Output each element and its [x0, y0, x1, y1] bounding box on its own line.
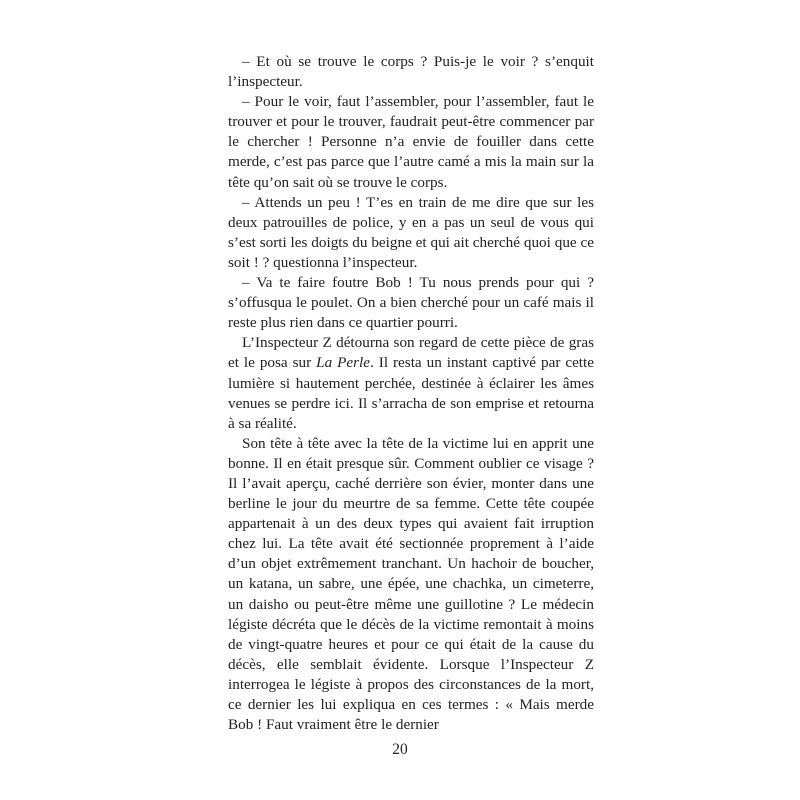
- body-text: [228, 52, 594, 735]
- paragraph-5-before: L’Inspecteur Z détourna son regard de cette pièce de gras et le posa sur: [228, 334, 594, 372]
- paragraph-5: [228, 333, 594, 433]
- paragraph-2: – Pour le voir, faut l’assembler, pour l’assembler, faut le trouver et pour le trouver, faudrait peut-être commencer par le chercher ! Personne n’a envie de fouiller dans cette merde, c’est pas parce que l’autre camé a mis la main sur la tête qu’on sait où se trouve le corps.: [228, 93, 594, 191]
- paragraph-6: Son tête à tête avec la tête de la victime lui en apprit une bonne. Il en était presque sûr. Comment oublier ce visage ? Il l’avait aperçu, caché derrière son évier, monter dans une berline le jour du meurtre de sa femme. Cette tête coupée appartenait à un des deux types qui avaient fait irruption chez lui. La tête avait été sectionnée proprement à l’aide d’un objet extrêmement tranchant. Un hachoir de boucher, un katana, un sabre, une épée, une chachka, un cimeterre, un daisho ou peut-être même une guillotine ? Le médecin légiste décréta que le décès de la victime remontait à moins de vingt-quatre heures et pour ce qui était de la cause du décès, elle semblait évidente. Lorsque l’Inspecteur Z interrogea le légiste à propos des circonstances de la mort, ce dernier les lui expliqua en ces termes : « Mais merde Bob ! Faut vraiment être le dernier: [228, 434, 594, 734]
- paragraph-1: – Et où se trouve le corps ? Puis-je le voir ? s’enquit l’inspecteur.: [228, 53, 594, 91]
- paragraph-5-after: . Il resta un instant captivé par cette lumière si hautement perchée, destinée à éclairer les âmes venues se perdre ici. Il s’arracha de son emprise et retourna à sa réalité.: [228, 354, 594, 432]
- book-title-la-perle: La Perle: [316, 354, 371, 372]
- paragraph-4: – Va te faire foutre Bob ! Tu nous prends pour qui ? s’offusqua le poulet. On a bien cherché pour un café mais il reste plus rien dans ce quartier pourri.: [228, 274, 594, 332]
- paragraph-3: – Attends un peu ! T’es en train de me dire que sur les deux patrouilles de police, y en a pas un seul de vous qui s’est sorti les doigts du beigne et qui ait cherché quoi que ce soit ! ? questionna l’inspecteur.: [228, 193, 594, 271]
- page-number: 20: [392, 741, 408, 758]
